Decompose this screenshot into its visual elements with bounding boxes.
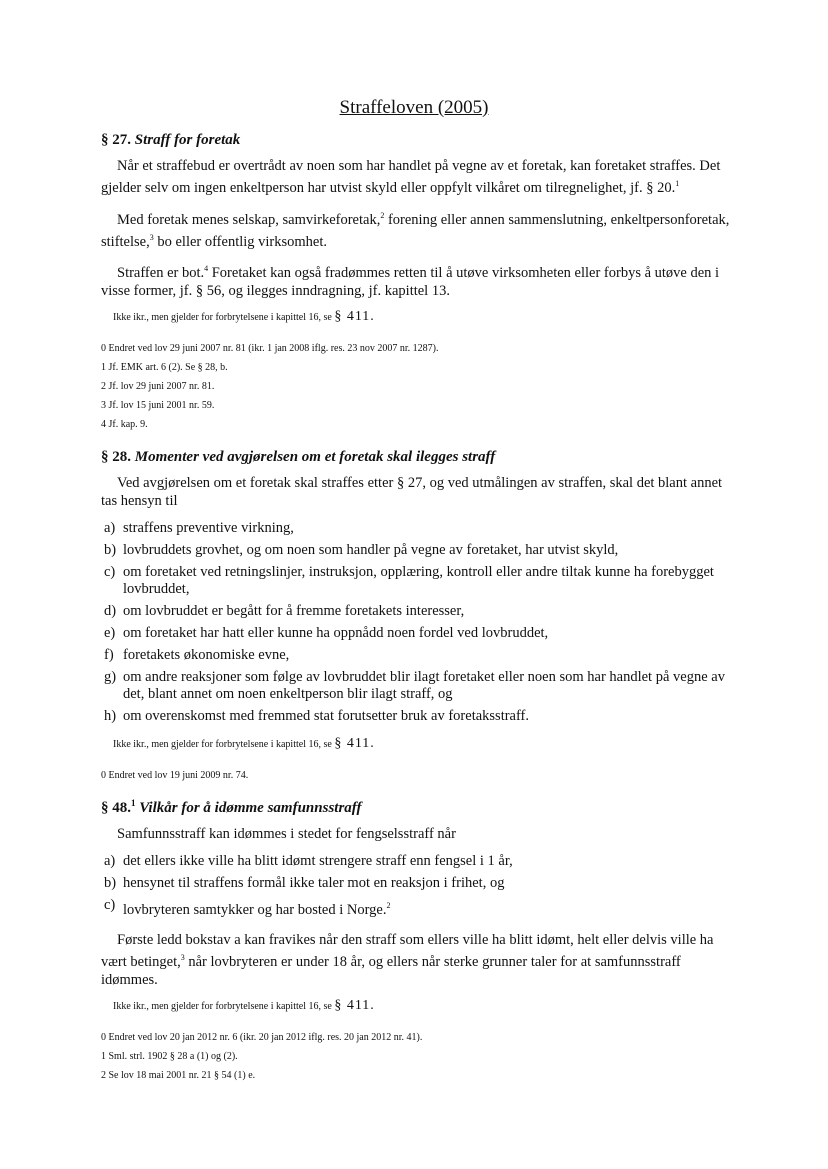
- section-title: Straff for foretak: [134, 132, 241, 148]
- footnote: 0 Endret ved lov 19 juni 2009 nr. 74.: [101, 770, 249, 781]
- section-reference: § 411.: [334, 997, 375, 1013]
- footnote-list: [101, 1028, 741, 1085]
- item-letter: b): [104, 542, 117, 558]
- item-letter: a): [104, 853, 116, 869]
- item-text: straffens preventive virkning,: [123, 520, 294, 536]
- section-heading: [101, 131, 741, 149]
- item-text: det ellers ikke ville ha blitt idømt strengere straff enn fengsel i 1 år,: [123, 853, 513, 869]
- footnote-ref: 3: [149, 232, 154, 242]
- footnote: 4 Jf. kap. 9.: [101, 419, 148, 431]
- list-item: [101, 625, 741, 642]
- footnote-ref: 4: [204, 264, 209, 274]
- item-text: foretakets økonomiske evne,: [123, 647, 290, 663]
- footnote: 3 Jf. lov 15 juni 2001 nr. 59.: [101, 400, 215, 412]
- item-text: hensynet til straffens formål ikke taler mot en reaksjon i frihet, og: [123, 875, 505, 891]
- item-text: om overenskomst med fremmed stat forutsetter bruk av foretaksstraff.: [123, 708, 530, 724]
- footnote: 2 Jf. lov 29 juni 2007 nr. 81.: [101, 381, 215, 393]
- item-letter: h): [104, 708, 117, 724]
- item-text: om foretaket ved retningslinjer, instruksjon, opplæring, kontroll eller andre tiltak kunne ha forebygget lovbruddet,: [123, 564, 714, 597]
- list-item: [101, 875, 741, 892]
- item-text: lovbruddets grovhet, og om noen som handler på vegne av foretaket, har utvist skyld,: [123, 542, 619, 558]
- section-title: Momenter ved avgjørelsen om et foretak skal ilegges straff: [134, 449, 496, 465]
- list-item: [101, 564, 741, 598]
- commencement-note: Ikke ikr., men gjelder for forbrytelsene i kapittel 16, se § 411.: [113, 736, 375, 751]
- paragraph: Samfunnsstraff kan idømmes i stedet for fengselsstraff når: [117, 826, 456, 842]
- item-letter: g): [104, 669, 117, 685]
- footnote-list: [101, 766, 741, 785]
- item-letter: f): [104, 647, 114, 663]
- paragraph: Straffen er bot.$^4$ Foretaket kan også fradømmes retten til å utøve virksomheten eller forbys å utøve den i visse former, jf. § 56, og ilegges inndragning, jf. kapittel 13.: [101, 264, 720, 300]
- section-27: [101, 131, 741, 452]
- item-text: om andre reaksjoner som følge av lovbruddet blir ilagt foretaket eller noen som har handlet på vegne av det, blant annet om noen enkeltperson blir ilagt straff, og: [123, 669, 725, 702]
- item-text: lovbryteren samtykker og har bosted i Norge.: [123, 901, 387, 918]
- footnote: 2 Se lov 18 mai 2001 nr. 21 § 54 (1) e.: [101, 1069, 256, 1081]
- footnote: 0 Endret ved lov 29 juni 2007 nr. 81 (ikr. 1 jan 2008 iflg. res. 23 nov 2007 nr. 1287).: [101, 343, 439, 355]
- footnote-ref: 3: [180, 952, 185, 962]
- section-number: § 28.: [101, 449, 131, 465]
- footnote-ref: 2: [386, 901, 391, 910]
- item-list: [101, 520, 741, 725]
- commencement-note: Ikke ikr., men gjelder for forbrytelsene i kapittel 16, se § 411.: [113, 997, 375, 1013]
- section-title: Vilkår for å idømme samfunnsstraff: [139, 800, 362, 816]
- item-text: om foretaket har hatt eller kunne ha oppnådd noen fordel ved lovbruddet,: [123, 625, 549, 641]
- document-title: Straffeloven (2005): [339, 97, 489, 118]
- list-item: [101, 603, 741, 620]
- item-letter: b): [104, 875, 117, 891]
- item-list: [101, 853, 741, 919]
- item-letter: a): [104, 520, 116, 536]
- footnote-ref: 1: [675, 179, 680, 188]
- paragraph: Ved avgjørelsen om et foretak skal straffes etter § 27, og ved utmålingen av straffen, skal det blant annet tas hensyn til: [101, 475, 723, 509]
- section-28: [101, 448, 741, 803]
- section-reference: § 411.: [334, 736, 375, 751]
- section-heading: [101, 448, 741, 466]
- item-letter: c): [104, 564, 116, 580]
- list-item: [101, 520, 741, 537]
- list-item: [101, 542, 741, 559]
- section-heading: [101, 794, 741, 817]
- list-item: [101, 853, 741, 870]
- section-number: § 27.: [101, 132, 131, 148]
- item-text: om lovbruddet er begått for å fremme foretakets interesser,: [123, 603, 465, 619]
- footnote-ref: 1: [131, 798, 136, 808]
- section-reference: § 411.: [334, 309, 375, 325]
- list-item: [101, 897, 741, 919]
- footnote-list: [101, 339, 741, 434]
- section-48: [101, 794, 741, 1103]
- section-number: § 48.: [101, 800, 131, 816]
- footnote-ref: 2: [380, 210, 385, 220]
- footnote: 0 Endret ved lov 20 jan 2012 nr. 6 (ikr. 20 jan 2012 iflg. res. 20 jan 2012 nr. 41).: [101, 1031, 423, 1043]
- footnote: 1 Sml. strl. 1902 § 28 a (1) og (2).: [101, 1050, 238, 1062]
- item-letter: c): [104, 897, 116, 913]
- paragraph: Første ledd bokstav a kan fravikes når den straff som ellers ville ha blitt idømt, helt eller delvis ville ha vært betinget,$^3$ når lovbryteren er under 18 år, og ellers når sterke grunner taler for at samfunnsstraff idømmes.: [101, 931, 714, 988]
- paragraph: Med foretak menes selskap, samvirkeforetak,$^2$ forening eller annen sammenslutning, enkeltpersonforetak, stiftelse,$^3$ bo eller offentlig virksomhet.: [101, 210, 730, 250]
- footnote: 1 Jf. EMK art. 6 (2). Se § 28, b.: [101, 362, 228, 374]
- list-item: [101, 708, 741, 725]
- item-letter: e): [104, 625, 116, 641]
- list-item: [101, 669, 741, 703]
- list-item: [101, 647, 741, 664]
- item-letter: d): [104, 603, 117, 619]
- commencement-note: Ikke ikr., men gjelder for forbrytelsene i kapittel 16, se § 411.: [113, 309, 375, 325]
- paragraph: Når et straffebud er overtrådt av noen som har handlet på vegne av et foretak, kan foretaket straffes. Det gjelder selv om ingen enkeltperson har utvist skyld eller oppfylt vilkåret om tilregnelighet, jf. § 20.$^1$: [101, 158, 721, 196]
